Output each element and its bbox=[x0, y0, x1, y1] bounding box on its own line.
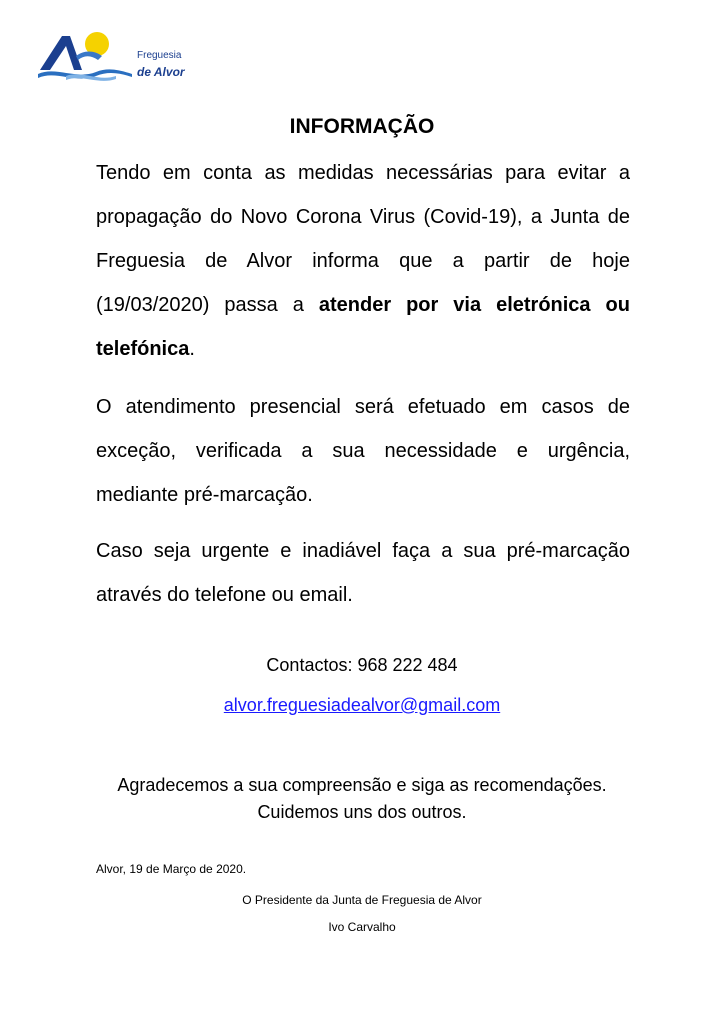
email-link[interactable]: alvor.freguesiadealvor@gmail.com bbox=[223, 695, 501, 715]
president-line: O Presidente da Junta de Freguesia de Alvor bbox=[242, 893, 482, 907]
paragraph-3: Caso seja urgente e inadiável faça a sua pré-marcação através do telefone ou email. bbox=[96, 540, 630, 606]
date-line: Alvor, 19 de Março de 2020. bbox=[96, 862, 247, 876]
signer-name: Ivo Carvalho bbox=[328, 920, 396, 934]
document-title: INFORMAÇÃO bbox=[289, 115, 435, 138]
paragraph-1-end: . bbox=[189, 338, 195, 360]
alvor-logo-icon bbox=[36, 30, 136, 82]
logo-text-freguesia: Freguesia bbox=[137, 50, 182, 61]
logo-text-de-alvor: de Alvor bbox=[137, 65, 185, 79]
paragraph-1 bbox=[96, 151, 630, 371]
freguesia-logo bbox=[36, 30, 196, 82]
email-line bbox=[0, 695, 724, 716]
paragraph-1-bold: atender por via eletrónica ou telefónica bbox=[96, 294, 630, 360]
thanks-block bbox=[0, 772, 724, 826]
thanks-line-1: Agradecemos a sua compreensão e siga as recomendações. bbox=[117, 775, 607, 795]
paragraph-2: O atendimento presencial será efetuado em casos de exceção, verificada a sua necessidade e urgência, mediante pré-marcação. bbox=[96, 396, 630, 506]
paragraph-1-text: Tendo em conta as medidas necessárias para evitar a propagação do Novo Corona Virus (Covid-19), a Junta de Freguesia de Alvor informa que a partir de hoje (19/03/2020) passa a bbox=[96, 162, 630, 316]
thanks-line-2: Cuidemos uns dos outros. bbox=[257, 802, 467, 822]
contacts-line: Contactos: 968 222 484 bbox=[266, 655, 458, 675]
